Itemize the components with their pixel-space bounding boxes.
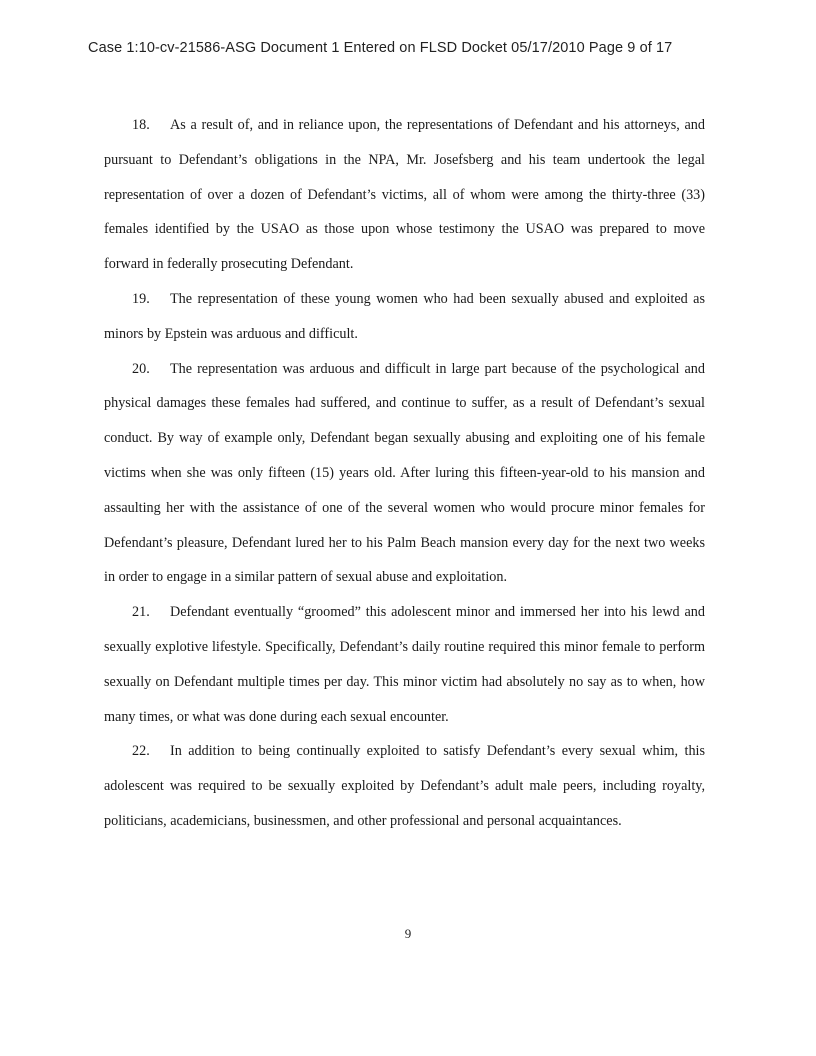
- paragraph-18: [104, 108, 705, 282]
- paragraph-text: As a result of, and in reliance upon, the representations of Defendant and his attorneys, and pursuant to Defendant’s obligations in the NPA, Mr. Josefsberg and his team undertook the legal representation of over a dozen of Defendant’s victims, all of whom were among the thirty-three (33) females identified by the USAO as those upon whose testimony the USAO was prepared to move forward in federally prosecuting Defendant.: [104, 117, 705, 273]
- docket-header: Case 1:10-cv-21586-ASG Document 1 Entered on FLSD Docket 05/17/2010 Page 9 of 17: [88, 40, 673, 56]
- paragraph-number: 20.: [132, 360, 150, 377]
- paragraph-19: [104, 282, 705, 352]
- paragraph-number: 19.: [132, 290, 150, 307]
- paragraph-text: The representation of these young women who had been sexually abused and exploited as minors by Epstein was arduous and difficult.: [104, 290, 705, 342]
- paragraph-number: 22.: [132, 743, 150, 760]
- paragraph-22: [104, 734, 705, 838]
- document-body: [104, 108, 705, 839]
- paragraph-20: [104, 352, 705, 596]
- paragraph-text: In addition to being continually exploited to satisfy Defendant’s every sexual whim, this adolescent was required to be sexually exploited by Defendant’s adult male peers, including royalty, politicians, academicians, businessmen, and other professional and personal acquaintances.: [104, 743, 705, 829]
- paragraph-text: Defendant eventually “groomed” this adolescent minor and immersed her into his lewd and sexually explotive lifestyle. Specifically, Defendant’s daily routine required this minor female to perform sexually on Defendant multiple times per day. This minor victim had absolutely no say as to when, how many times, or what was done during each sexual encounter.: [104, 604, 705, 725]
- paragraph-text: The representation was arduous and difficult in large part because of the psychological and physical damages these females had suffered, and continue to suffer, as a result of Defendant’s sexual conduct. By way of example only, Defendant began sexually abusing and exploiting one of his female victims when she was only fifteen (15) years old. After luring this fifteen-year-old to his mansion and assaulting her with the assistance of one of the several women who would procure minor females for Defendant’s pleasure, Defendant lured her to his Palm Beach mansion every day for the next two weeks in order to engage in a similar pattern of sexual abuse and exploitation.: [104, 360, 705, 586]
- paragraph-21: [104, 595, 705, 734]
- page-number: 9: [404, 926, 412, 941]
- paragraph-number: 21.: [132, 604, 150, 621]
- paragraph-number: 18.: [132, 117, 150, 133]
